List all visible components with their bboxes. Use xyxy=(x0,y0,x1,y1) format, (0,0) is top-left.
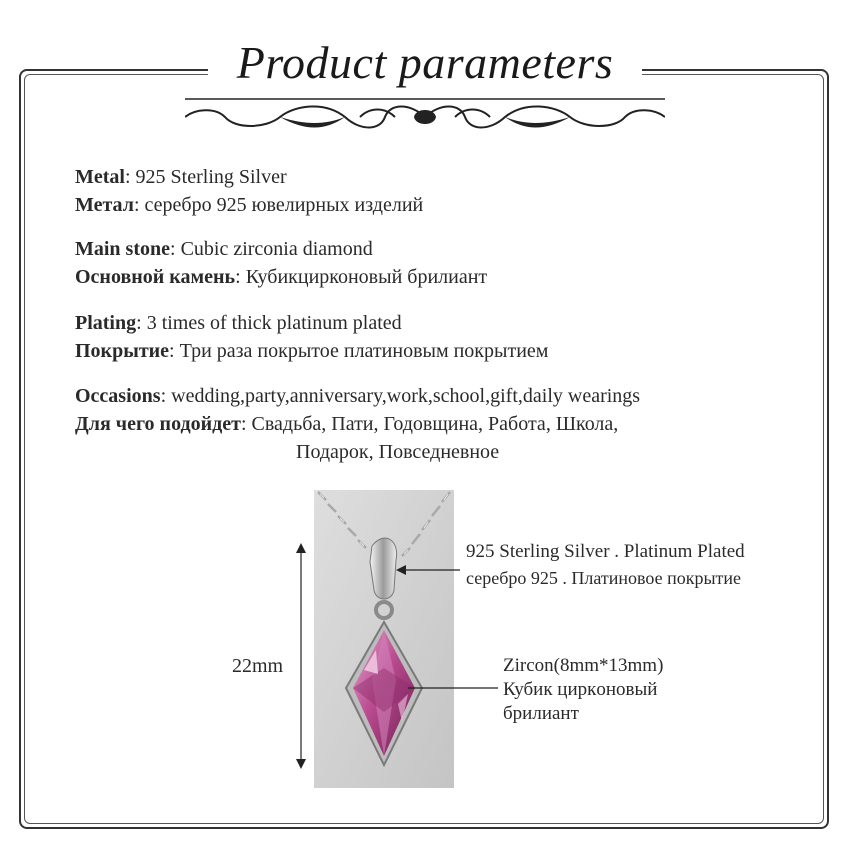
spec-plating-en: Plating: 3 times of thick platinum plated xyxy=(75,312,402,334)
spec-value: Три раза покрытое платиновым покрытием xyxy=(179,340,549,362)
callout-stone-line3: брилиант xyxy=(503,703,579,724)
spec-plating-ru: Покрытие: Три раза покрытое платиновым покрытием xyxy=(75,340,549,362)
spec-label: Metal xyxy=(75,166,125,188)
spec-metal-ru: Метал: серебро 925 ювелирных изделий xyxy=(75,194,424,216)
spec-label: Plating xyxy=(75,312,137,334)
spec-label: Основной камень xyxy=(75,266,236,288)
spec-label: Occasions xyxy=(75,385,161,407)
spec-value: серебро 925 ювелирных изделий xyxy=(144,194,424,216)
flourish-ornament-icon xyxy=(185,95,665,140)
spec-value: Подарок, Повседневное xyxy=(296,441,500,463)
spec-occasions-ru-cont xyxy=(296,439,499,465)
spec-value: Cubic zirconia diamond xyxy=(180,238,373,260)
spec-label: Покрытие xyxy=(75,340,170,362)
callout-stone-line1: Zircon(8mm*13mm) xyxy=(503,655,664,676)
pendant-illustration xyxy=(314,490,454,788)
callout-bail-en: 925 Sterling Silver . Platinum Plated xyxy=(466,541,745,562)
dimension-label: 22mm xyxy=(232,655,284,677)
spec-label: Main stone xyxy=(75,238,170,260)
spec-stone-en: Main stone: Cubic zirconia diamond xyxy=(75,238,373,260)
callout-bail-ru: серебро 925 . Платиновое покрытие xyxy=(466,568,742,588)
spec-value: wedding,party,anniversary,work,school,gift,daily wearings xyxy=(171,385,641,407)
callout-line xyxy=(408,678,503,698)
spec-value: Свадьба, Пати, Годовщина, Работа, Школа, xyxy=(251,413,619,435)
spec-occasions-ru: Для чего подойдет: Свадьба, Пати, Годовщина, Работа, Школа, xyxy=(75,413,619,435)
product-image xyxy=(314,490,454,788)
dimension-arrow-icon xyxy=(294,543,308,769)
spec-metal-en: Metal: 925 Sterling Silver xyxy=(75,166,287,188)
spec-stone-ru: Основной камень: Кубикцирконовый брилиант xyxy=(75,266,488,288)
spec-value: 925 Sterling Silver xyxy=(135,166,287,188)
spec-label: Для чего подойдет xyxy=(75,413,241,435)
spec-value: Кубикцирконовый брилиант xyxy=(245,266,488,288)
callout-arrow-icon xyxy=(396,560,466,580)
callout-stone-line2: Кубик циркoновый xyxy=(503,679,658,700)
spec-label: Метал xyxy=(75,194,134,216)
page-title: Product parameters xyxy=(236,37,614,88)
spec-value: 3 times of thick platinum plated xyxy=(146,312,402,334)
spec-occasions-en: Occasions: wedding,party,anniversary,work,school,gift,daily wearings xyxy=(75,385,641,407)
